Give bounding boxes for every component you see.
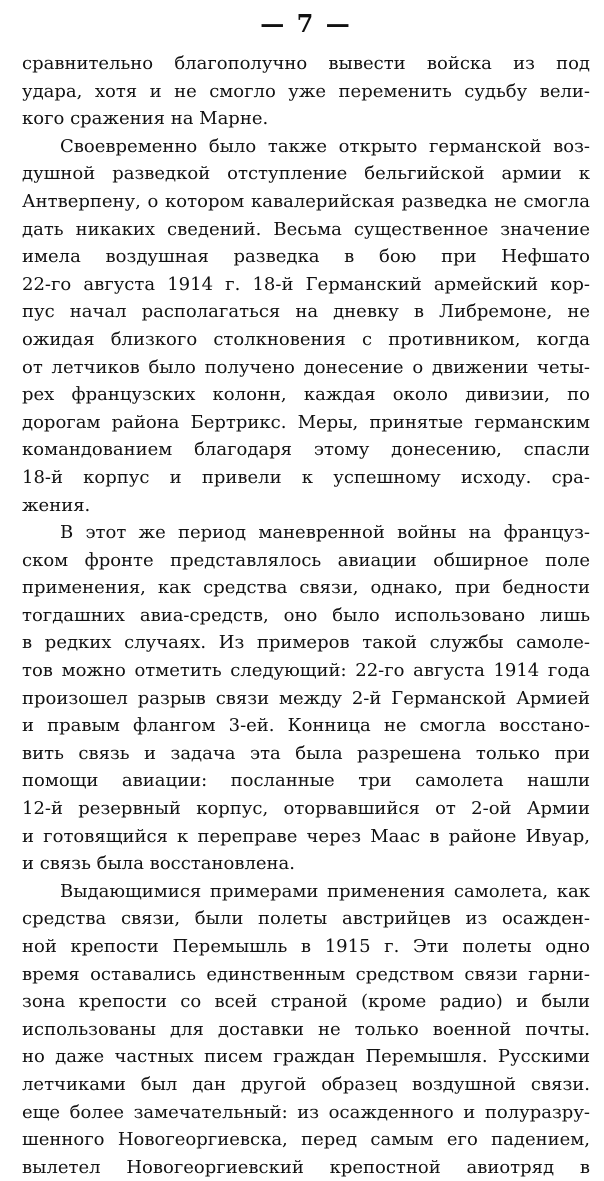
text-line: вить связь и задача эта была разрешена только при — [22, 742, 590, 764]
text-line: 18-й корпус и привели к успешному исходу. сра- — [22, 466, 590, 488]
text-line: тогдашних авиа-средств, оно было использовано лишь — [22, 604, 590, 626]
text-line: в редких случаях. Из примеров такой службы самоле- — [22, 632, 590, 654]
text-line: В этот же период маневренной войны на француз- — [60, 522, 590, 544]
text-line: Антверпену, о котором кавалерийская разведка не смогла — [22, 190, 590, 212]
text-line: средства связи, были полеты австрийцев из осажден- — [22, 908, 590, 930]
text-line: шенного Новогеоргиевска, перед самым его падением, — [22, 1129, 590, 1151]
text-line: ной крепости Перемышль в 1915 г. Эти полеты одно — [22, 936, 590, 957]
text-line: имела воздушная разведка в бою при Нефшато — [22, 246, 590, 268]
text-line: ском фронте представлялось авиации обширное поле — [22, 549, 590, 571]
text-line: Выдающимися примерами применения самолета, как — [60, 880, 590, 902]
paragraph-p1 — [22, 50, 590, 133]
text-line: от летчиков было получено донесение о движении четы- — [22, 356, 590, 378]
text-line: летчиками был дан другой образец воздушной связи. — [22, 1073, 590, 1095]
text-line: жения. — [22, 494, 91, 516]
text-line: душной разведкой отступление бельгийской армии к — [22, 163, 590, 185]
paragraph-p4 — [22, 878, 590, 1181]
text-line: применения, как средства связи, однако, при бедности — [22, 577, 590, 599]
paragraph-p3 — [22, 519, 590, 878]
text-line: и правым флангом 3-ей. Конница не смогла восстано- — [22, 715, 590, 737]
text-line: использованы для доставки не только военной почты. — [22, 1018, 590, 1040]
page-number: — 7 — — [260, 9, 352, 38]
text-line: командованием благодаря этому донесению, спасли — [22, 439, 590, 461]
text-line: и готовящийся к переправе через Маас в районе Ивуар, — [22, 825, 590, 847]
text-line: зона крепости со всей страной (кроме радио) и были — [22, 991, 590, 1013]
text-line: время оставались единственным средством связи гарни- — [22, 963, 590, 985]
page-text-body — [22, 50, 590, 1181]
text-line: Своевременно было также открыто германской воз- — [60, 135, 590, 157]
text-line: и связь была восстановлена. — [22, 853, 296, 875]
text-line: тов можно отметить следующий: 22-го августа 1914 года — [22, 660, 590, 682]
text-line: помощи авиации: посланные три самолета нашли — [22, 770, 590, 792]
text-line: сравнительно благополучно вывести войска из под — [22, 53, 590, 74]
text-line: 22-го августа 1914 г. 18-й Германский армейский кор- — [22, 273, 590, 295]
text-line: удара, хотя и не смогло уже переменить судьбу вели- — [22, 80, 590, 102]
text-line: пус начал располагаться на дневку в Либремоне, не — [22, 301, 590, 323]
text-line: вылетел Новогеоргиевский крепостной авиотряд в — [22, 1156, 590, 1178]
paragraph-p2 — [22, 133, 590, 519]
text-line: еще более замечательный: из осажденного и полуразру- — [22, 1101, 590, 1123]
text-line: дорогам района Бертрикс. Меры, принятые германским — [22, 411, 590, 433]
text-line: дать никаких сведений. Весьма существенное значение — [22, 218, 590, 240]
text-line: но даже частных писем граждан Перемышля. Русскими — [22, 1046, 590, 1068]
text-line: рех французских колонн, каждая около дивизии, по — [22, 384, 590, 406]
text-line: ожидая близкого столкновения с противником, когда — [22, 328, 590, 350]
text-line: кого сражения на Марне. — [22, 108, 269, 130]
text-line: произошел разрыв связи между 2-й Германской Армией — [22, 687, 590, 709]
text-line: 12-й резервный корпус, оторвавшийся от 2-ой Армии — [22, 798, 590, 820]
